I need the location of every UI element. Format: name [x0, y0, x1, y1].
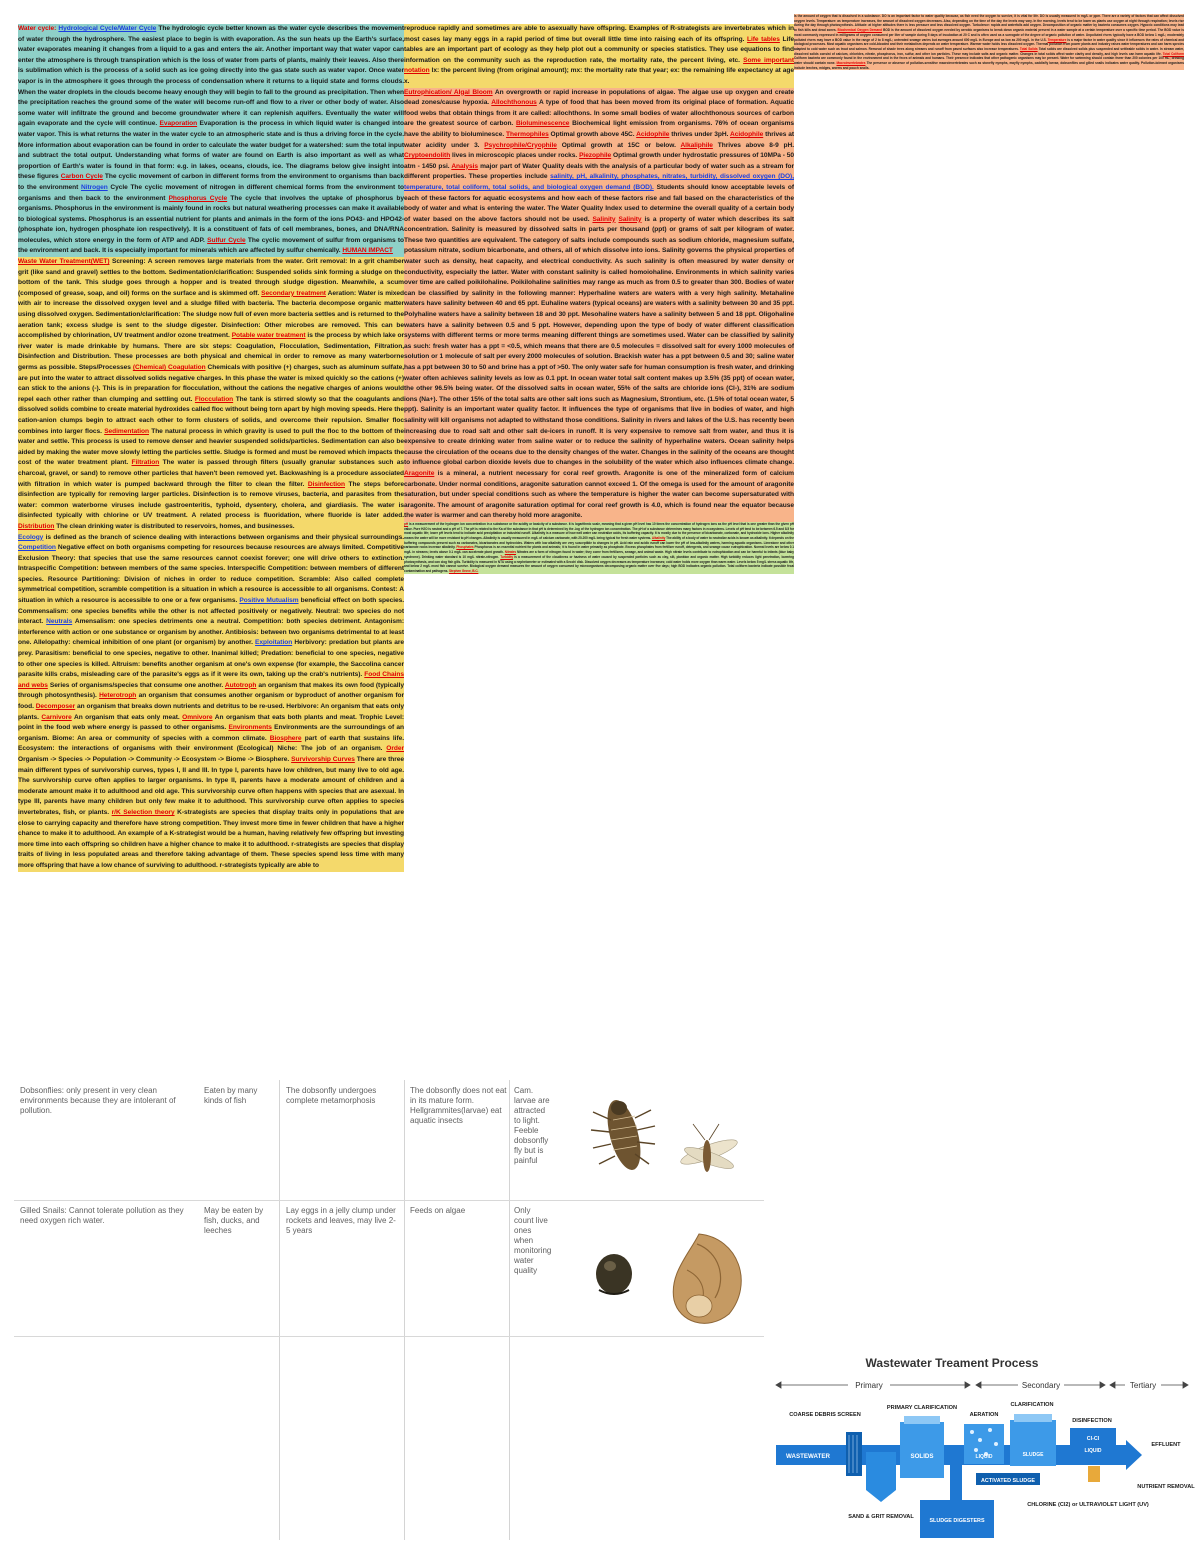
term-link[interactable]: Competition [18, 544, 56, 552]
body-text: An overgrowth or rapid increase in populations of algae. The algae use up oxygen and create dead zones/cause hypoxia. [404, 88, 794, 107]
chlorine-unit [1088, 1466, 1100, 1482]
term-link[interactable]: Some important notation [404, 56, 794, 75]
term-link[interactable]: Life tables [747, 35, 780, 43]
body-text: There are three main different types of survivorship curves, types I, II and III. In type I, parents have low children, but many live to old age. The survivorship curve often applies to larger organisms. In type II, parents have a moderate amount of children and a moderate amount make it to adulthood and old age. This survivorship curve often happens with species that are asexual. In type III, parents have many children but only few make it to adulthood. This survivorship curve often applies to species invertebrates, fish, or plants. [18, 755, 404, 816]
body-text: Chemicals with positive (+) charges, such as aluminum sulfate, are put into the water to attract dissolved solids negative charges. In this phase the water is mixed quickly so the cations (+) can stick to the anions (-). This is in preparation for flocculation, without the cations the negative charges of anions would repel each other rather than clumping and settling out. [18, 364, 404, 403]
body-text: An organism that eats only meat. [71, 713, 183, 721]
label-effluent: EFFLUENT [1151, 1442, 1181, 1448]
snail-shell-image [673, 1234, 741, 1323]
term-link[interactable]: Stephen Grove, B.C. [448, 568, 479, 573]
label-chlorine: CHLORINE (Cl2) or ULTRAVIOLET LIGHT (UV) [1027, 1502, 1149, 1508]
body-text: thrives at water acidity under 3. [404, 130, 794, 149]
body-text: is a measurement of the cloudiness or haziness of water caused by suspended particles such as clay, silt, plankton and organic matter. High turbidity reduces light penetration, lowering photosynthesis, and can clog fish gills. Turbidity is measured in NTU using a nephelometer or estimated with a Secchi disk. Dissolved oxygen decreases as temperature increases; cold water holds more oxygen than warm water. Levels below 5 mg/L stress aquatic life, and below 2 mg/L most fish cannot survive. Biological oxygen demand measures the amount of oxygen consumed by microorganisms decomposing organic matter over five days; high BOD indicates organic pollution. Total coliform bacteria indicate possible fecal contamination and pathogens. [404, 554, 794, 573]
term-link[interactable]: Potable water treatment [231, 332, 306, 340]
term-link[interactable]: Carbon Cycle [60, 173, 103, 181]
term-link[interactable]: HUMAN IMPACT [342, 247, 393, 255]
term-link[interactable]: Phosphorus Cycle [168, 194, 228, 202]
body-text: is a mineral, a nutrient necessary for coral reef growth. Aragonite is one of the mineralized form of calcium carbonate. Under normal conditions, aragonite saturation cannot exceed 1. Of the omega is used for the amount of aragonite saturation, but under special conditions such as where the temperature is higher the water can become supersaturated with aragonite. The amount of aragonite saturation optimal for coral reef growth is 4.0, which is found near the equator because the water is warmer and can thereby hold more aragonite. [404, 469, 794, 520]
middle-column-block [404, 24, 794, 88]
term-link[interactable]: Decomposer [35, 703, 76, 710]
gilled-snail-image [596, 1254, 632, 1294]
middle-text-column [404, 24, 794, 1072]
table-row [14, 1200, 764, 1337]
body-text: The steps before disinfection are typically for removing larger particles. Disinfection is to remove viruses, bacteria, and parasites from the water: common waterborne viruses include gastroenteritis, typhoid, dysentery, cholera, and giardiasis. The water is disinfected typically with chlorine or UV treatment. A related process is fluoridation, where fluoride is later added. [18, 480, 404, 520]
term-link[interactable]: Exploitation [255, 639, 293, 647]
term-link[interactable]: Hydrological Cycle/Water Cycle [58, 25, 157, 32]
term-link[interactable]: Waste Water Treatment(WET) [18, 258, 110, 266]
dobsonfly-larva-image [591, 1097, 655, 1174]
organism-cell: Gilled Snails: Cannot tolerate pollution as they need oxygen rich water. [20, 1206, 184, 1225]
term-link[interactable]: Filtration [131, 459, 160, 467]
label-digesters: SLUDGE DIGESTERS [929, 1518, 985, 1524]
body-text: Optimal growth at 15C or below. [556, 141, 681, 149]
body-text: Herbivory: predation but plants are prey. Parasitism: beneficial to one species, negative to other. Inanimal killed; Predation: beneficial to one species, negative to other one species is killed. Altruism: benefits another organism at one's own expense (for example, the Saccolina cancer parasite kills crabs, misleading care of the parasite's eggs as if it were its own, taking up the crab's nutrients). [18, 639, 404, 679]
diagram-title: Wastewater Treament Process [865, 1356, 1039, 1370]
term-link[interactable]: Nitrogen [80, 183, 108, 191]
right-text-column [794, 14, 1184, 628]
term-link[interactable]: Positive Mutualism [239, 597, 299, 605]
term-link[interactable]: Turbidity [500, 554, 514, 559]
term-link[interactable]: Analysis [451, 162, 479, 170]
body-text: Total solids are dissolved solids plus suspended and settleable solids in water. In stream water, dissolved solids consist of calcium, chlorides, nitrate, phosphorus, iron, sulfur, and other ion particles. These may include salts and organic matter. Changes in total solids affect water clarity and density, and high levels can harm aquatic life. [794, 46, 1184, 56]
predators-cell: May be eaten by fish, ducks, and leeches [204, 1206, 264, 1235]
term-link[interactable]: Omnivore [182, 713, 213, 721]
left-column-block [18, 257, 404, 532]
term-link[interactable]: Flocculation [194, 395, 234, 403]
organism-cell: Dobsonflies: only present in very clean environments because they are intolerant of pollution. [20, 1086, 176, 1115]
term-link[interactable]: Carnivore [41, 713, 72, 721]
middle-column-block [404, 88, 794, 522]
term-link[interactable]: Acidophile [730, 130, 764, 138]
body-text: Life tables are an important part of ecology as they help plot out a community or species statistics. They use equations to find information on the community such as the reproduction rate, the mortality rate, the percent living, etc. [404, 35, 794, 64]
body-text: Phosphorus is an essential nutrient for plants and animals; it is found in water primarily as phosphate. Excess phosphates from fertilizer runoff, detergents, and sewage cause eutrophication. Normal levels are below 0.1 mg/L in streams; levels above 0.1 mg/L can accelerate plant growth. [404, 545, 794, 555]
term-link[interactable]: Salinity [592, 215, 616, 223]
snail-photos [579, 1214, 759, 1332]
body-text: K-strategists are species that display traits only in populations that are close to carrying capacity and therefore have strong competition. They invest more time in fewer children that have a higher chance to make it to adulthood. An example of a K-strategist would be a human, having relatively few offspring but investing more time into each offspring so children have a higher chance to make it to adulthood. r-strategists are species that display traits of living in less populated areas and therefore taking advantage of them. These species spend less time with many more offspring that have a low chance of surviving to adulthood. r-strategists typically are able to [18, 808, 404, 869]
macroinvertebrate-table [14, 1080, 764, 1540]
body-text: Students should know acceptable levels of each of these factors for aquatic ecosystems and how each of these factors rise and fall based on the characteristics of the body of water and what is entering the water. The Water Quality Index used to determine the overall quality of a certain body of water based on the above factors should not be used. [404, 183, 794, 223]
notes-cell: Feeds on algae [410, 1206, 466, 1215]
body-text: is defined as the branch of science dealing with interactions between organisms and their physical surroundings. [43, 533, 404, 541]
term-link[interactable]: Autotroph [224, 681, 257, 689]
body-text: an organism that makes its own food (typically through photosynthesis). [18, 681, 404, 700]
label-wastewater: WASTEWATER [786, 1453, 830, 1460]
term-link[interactable]: Eutrophication/ Algal Bloom [404, 88, 493, 96]
body-text: The hydrologic cycle better known as the water cycle describes the movement of water through the hydrosphere. The easiest place to begin is with evaporation. As the sun heats up the Earth's surface, water evaporates meaning it changes from a liquid to a gas and enters the air. Another important way that water vapor can enter the atmosphere is through transpiration which is the loss of water from parts of plants, mainly their leaves. Also there is sublimation which is the process of a solid such as ice going directly into the gas state such as water vapor. Once water vapor is in the atmosphere it goes through the process of condensation where it returns to a liquid state and forms clouds. When the water droplets in the clouds become heavy enough they will begin to fall to the ground as precipitation. Then when the precipitation reaches the ground some of the water will become run-off and flow to a river or other body of water. Also some water will infiltrate the ground and become groundwater where it can replenish aquifers. Eventually the water will again evaporate and the cycle will continue. [18, 25, 404, 128]
term-link[interactable]: r/K Selection theory [111, 808, 175, 816]
dobsonfly-photos [579, 1090, 759, 1210]
coarse-screen [846, 1432, 862, 1476]
middle-column-block [404, 522, 794, 574]
body-text: BOD is the amount of dissolved oxygen needed by aerobic organisms to break down organic material present in a water sample at a certain temperature over a specific time period. The BOD value is most commonly expressed in milligrams of oxygen consumed per liter of sample during 5 days of incubation at 20 C and is often used as a surrogate of the degree of organic pollution of water. Unpolluted rivers typically have a BOD below 1 mg/L; moderately polluted rivers may have a BOD value in the range of 2 to 8 mg/L; untreated sewage varies but averages around 600 mg/L in Europe and as low as 200 mg/L in the U.S. [794, 28, 1184, 42]
term-link[interactable]: Biochemical Oxygen Demand [837, 28, 883, 33]
term-link[interactable]: Salinity [618, 215, 642, 223]
grit-chamber [866, 1452, 896, 1490]
left-column-block [18, 24, 404, 257]
wastewater-diagram [770, 1340, 1200, 1553]
secondary-clarifier [1010, 1420, 1056, 1466]
term-link[interactable]: (Chemical) Coagulation [132, 364, 206, 371]
body-text: thrives under 3pH. [669, 130, 731, 138]
body-text: is a major factor in water quality since it influences the rates of chemical and biological processes. Most aquatic organisms are cold-blooded and their metabolism depends on water temperature. Warmer water holds less dissolved oxygen. Thermal pollution from power plants and industry raises water temperatures and can harm species adapted to cold water such as trout and salmon. Removal of shade trees along streams and runoff from paved surfaces also increase temperatures. [794, 37, 1184, 51]
label-clcl: Cl-Cl [1086, 1436, 1100, 1442]
body-text: Thrives above 8-9 pH. [712, 141, 794, 149]
body-text: The cyclic movement of sulfur from organisms to the environment and back. It is especially important for minerals which are affected by sulfur chemically. [18, 236, 404, 255]
term-link[interactable]: Alkalinity [651, 536, 666, 541]
term-link[interactable]: Temperature [1047, 37, 1067, 42]
body-text: lx: the percent living (from original amount); mx: the mortality rate that year; ex: the remaining life expectancy at age x. [404, 67, 794, 85]
behavior-cell: Cam. larvae are attracted to light. Feeble dobsonfly fly but is painful [514, 1086, 550, 1165]
term-link[interactable]: Thermophiles [506, 130, 549, 138]
body-text: The ability of a body of water to neutralize acids is known as alkalinity. It depends on the buffering compounds present such as carbonates, bicarbonates and hydroxides. Waters with low alkalinity are very susceptible to changes in pH. Acid rain and acidic runoff can lower the pH of low-alkalinity waters, harming aquatic organisms. Limestone and other carbonate rocks increase alkalinity. [404, 536, 794, 550]
body-text: Optimal growth under hydrostatic pressures of 10MPa - 50 atm - 1450 psi. [404, 152, 794, 170]
term-link[interactable]: salinity, pH, alkalinity, phosphates, nitrates, turbidity, dissolved oxygen (DO), temperature, total coliform, total solids, and biological oxygen demand (BOD). [404, 173, 794, 191]
term-link[interactable]: Environments [228, 724, 272, 732]
term-link[interactable]: Aragonite [404, 469, 435, 477]
body-text: Aeration: Water is mixed with air to increase the dissolved oxygen level and a sludge filled with bacteria. The bacteria decompose organic matter using dissolved oxygen. Sedimentation/clarification: The sludge now full of even more bacteria settles and is returned to the aeration tank; excess sludge is sent to the sludge digester. Disinfection: Other microbes are removed. This can be accomplished by chlorination, UV treatment and/or ozone treatment. [18, 289, 404, 340]
table-row [14, 1080, 764, 1201]
body-text: Cycle The cyclic movement of nitrogen in different chemical forms from the environment to organisms and then back to the environment [18, 183, 404, 202]
body-text: Nitrates are a form of nitrogen found in water; they come from fertilizers, sewage, and animal waste. High nitrate levels contribute to eutrophication and can be harmful to infants (blue baby syndrome). Drinking water standard is 10 mg/L nitrate-nitrogen. [404, 550, 794, 559]
body-text: Coliform bacteria are commonly found in the environment and in the feces of animals and humans. Their presence indicates that other pathogenic organisms may be present. Water for swimming should contain fewer than 200 colonies per 100 mL; drinking water should contain none. [794, 56, 1184, 66]
primary-clarifier [900, 1422, 944, 1478]
body-text: The natural process in which gravity is used to pull the floc to the bottom of the water and settle. This process is used to remove denser and heavier suspended solids/particles. Sedimentation can also be aided by making the water move slowly letting the particles settle. Sludge is formed and must be removed which impacts the cost of the water treatment plant. [18, 427, 404, 467]
label-sand: SAND & GRIT REMOVAL [848, 1514, 914, 1520]
body-text: is a measurement of the hydrogen ion concentration in a substance or the acidity or basicity of a substance. It is logarithmic scale, meaning that a given pH level has 10 times the concentration of hydrogen ions as the pH level that is one greater than the given pH value. Pure H2O is neutral and a pH of 7. The pH is related to the Ka of the substance in that pH is determined by the -log of the hydrogen ion concentration. The pH of a substance determines many factors in ecosystems. Levels of pH tend to be between 6.5 and 8.5 for most aquatic life; lower pH levels tend to indicate acid precipitation or industrial runoff. Alkalinity is a measure of how well water can neutralize acids, its buffering capacity. It is mostly due to the presence of bicarbonate, carbonate, and hydroxide ions. Higher alkalinity means the water will be more resistant to pH changes. Alkalinity is usually measured in mg/L of calcium carbonate, with 20-200 mg/L being typical for fresh water systems. [404, 521, 794, 541]
label-nutrient: NUTRIENT REMOVAL [1137, 1484, 1195, 1490]
lifecycle-cell: The dobsonfly undergoes complete metamorphosis [286, 1086, 377, 1105]
body-text: Environments are the surroundings of an organism. Biome: An area or community of species with a common climate. [18, 724, 404, 742]
term-link[interactable]: Heterotroph [99, 692, 137, 700]
term-link[interactable]: pH [404, 521, 409, 526]
body-text: Biochemical light emission from organisms. 76% of ocean organisms have the ability to bioluminesce. [404, 120, 794, 138]
label-clarification: CLARIFICATION [1010, 1402, 1054, 1408]
term-link[interactable]: Survivorship Curves [291, 755, 355, 763]
body-text: The cyclic movement of carbon in different forms from the environment to organisms than back to the environment [18, 173, 404, 191]
term-link[interactable]: Alkaliphile [680, 141, 713, 149]
body-text: Organism -> Species -> Population -> Community -> Ecosystem -> Biome -> Biosphere. [18, 755, 292, 763]
body-text: Series of organisms/species that consume one another. [47, 681, 225, 689]
stage-primary: Primary [855, 1381, 883, 1390]
term-link[interactable]: Biosphere [269, 734, 302, 742]
term-link[interactable]: Nitrates [504, 550, 517, 555]
label-liquid-1: LIQUID [975, 1454, 993, 1460]
body-text: lives in microscopic places under rocks. [450, 152, 580, 160]
lifecycle-cell: Lay eggs in a jelly clump under rockets and leaves, may live 2-5 years [286, 1206, 396, 1235]
body-text: A type of food that has been moved from its original place of formation. Aquatic food webs that obtain things from it are called: allochthons. In some small bodies of water allochthonous sources of carbon are the greatest source of carbon. [404, 99, 794, 128]
label-activated: ACTIVATED SLUDGE [980, 1478, 1036, 1484]
body-text: Evaporation is the process in which liquid water is changed into water vapor. This is what returns the water in the water cycle to an atmospheric state and is thus a driving force in the cycle. More information about evaporation can be found in order to calculate the water budget for a watershed: sum the total input and subtract the total output. Understanding what forms of water are found on Earth is also important as well as what proportion of Earth's water is found in that form: e.g. in lakes, oceans, clouds, ice. The diagrams below give insight into these figures [18, 120, 404, 181]
term-link[interactable]: Distribution [18, 522, 55, 530]
term-link[interactable]: Neutrals [46, 618, 73, 626]
body-text: is a property of water which describes its salt concentration. Salinity is measured by dissolved salts in parts per thousand (ppt) or grams of salt per kilogram of water. These two quantities are equivalent. The category of salts include compounds such as sodium chloride, magnesium sulfate, potassium nitrate, sodium bicarbonate, and others, all of which dissolve into ions. Salinity governs the physical properties of water such as density, heat capacity, and electrical conductivity. As such salinity is often measured by water density or conductivity, especially the latter. Water with constant salinity is called homoiohaline. Environments in which salinity varies over time are called poikilohaline. Poikilohaline salinities may range as much as from 0.5 to greater than 300. Bodies of water can be classified by salinity in the following manner: Hyperhaline waters are waters with a very high salinity. Metahaline waters have salinity between 40 and 65 ppt. Euhaline waters (typical oceans) are waters with a salinity between 30 and 35 ppt. Polyhaline waters have a salinity between 18 and 30 ppt. Mesohaline waters have a salinity between 5 and 18 ppt. Oligohaline waters have a salinity between 0.5 and 5 ppt. However, depending upon the type of body of water different classification systems with different terms or more terms meaning different things are sometimes used. Water can be classified by salinity as such: fresh water has a ppt = <0.5, which means that there are 0.5 molecules = dissolved salt for every 1000 molecules of solution or 1 molecule of salt per every 2000 molecules of solution. Brackish water has a ppt between 0.5 and 30; saline water has a ppt between 30 to 50 and brine has a ppt of >50. The only water safe for human consumption is fresh water, and drinking water often achieves salinity levels as low as 0.1 ppt. In ocean water total salt content makes up 3.5% (35 ppt) of ocean water, the other 96.5% being water. Of the dissolved salts in ocean water, 55% of the salts are chloride ions (Cl-), 31% are sodium ions (Na+). The other 15% of the total salts are other salt ions such as Magnesium, Strontium, etc. (1.5% of total ocean water, 5 ppt). Salinity is an important water quality factor. It influences the type of organisms that live in bodies of water, and high salinity will kill organisms not adapted to withstand those conditions. Salinity in rivers and lakes of the U.S. has recently been increasing due to road salt and other salt de-icers in runoff. It is very expensive to remove salt from water, and thus it is expensive to create drinking water from saline water or to reduce the salinity of hyperhaline waters. Ocean salinity helps cause the circulation of the oceans due to the density changes of the water. Changes in the salinity of the oceans are thought to influence global carbon dioxide levels due to changes in the solubility of the water which also influences climate change. [404, 215, 794, 467]
body-text: The cycle that involves the uptake of phosphorus by organisms. Phosphorus in the environment is mainly found in rocks but natural weathering processes can make it available to biological systems. Phosphorus is an essential nutrient for plants and animals in the form of the ions PO43- and HPO42- (phosphate ion, hydrogen phosphate ion respectively). It is a constituent of fats of cell membranes, bones, and DNA/RNA molecules, which store energy in the form of ATP and ADP. [18, 194, 404, 244]
body-text: an organism that consumes another organism or byproduct of another organism for food. [18, 692, 404, 710]
body-text: part of earth that sustains life. Ecosystem: the interactions of organisms with their environment (Ecological) Niche: The job of an organism. [18, 734, 404, 753]
label-disinfection: DISINFECTION [1072, 1418, 1112, 1424]
term-link[interactable]: Sedimentation [104, 427, 149, 435]
stage-secondary: Secondary [1021, 1381, 1061, 1390]
term-link[interactable]: Total Coliform [1162, 51, 1184, 56]
body-text: The presence or absence of pollution-sensitive macroinvertebrates such as stonefly nymphs, mayfly nymphs, caddisfly larvae, dobsonflies and gilled snails indicates water quality. Pollution-tolerant organisms include leeches, midges, worms and pouch snails. [794, 61, 1184, 70]
term-link[interactable]: Cryptoendolith [404, 152, 451, 160]
term-link[interactable]: Ecology [18, 533, 44, 541]
wastewater-svg [770, 1340, 1200, 1553]
body-text: Negative effect on both organisms competing for resources because resources are always limited. Competitive Exclusion Theory: that species that use the same resources cannot coexist forever; one will drive others to extinction. Intraspecific Competition: between members of the same species. Interspecific Competition: between members of different species. Resource Partitioning: Division of niches in order to reduce competition. Scramble: Also called complete symmetrical competition, scramble competition is a situation in which a resource is accessible to all organisms. Contest: A situation in which a resource is accessible to one or a few organisms. [18, 544, 404, 605]
body-text: an organism that breaks down nutrients and detritus to be re-used. Herbivore: An organism that eats only plants. [18, 703, 404, 721]
label-liquid-2: LIQUID [1084, 1448, 1102, 1454]
term-link[interactable]: Sulfur Cycle [207, 236, 246, 244]
term-link[interactable]: Secondary treatment [261, 289, 326, 297]
body-text: The clean drinking water is distributed to reservoirs, homes, and businesses. [54, 522, 295, 530]
body-text: Is the amount of oxygen that is dissolved in a substance. DO is an important factor to water quality because, as fish need the oxygen to survive, it is vital for life. DO is usually measured in mg/L or ppm. There are a variety of factors that can affect dissolved oxygen levels. Temperature: as temperature increases, the amount of dissolved oxygen decreases. Also, depending on the time of the day the levels may vary. In the morning, levels tend to be lower as plants use oxygen at night through respiration; levels rise during the day through photosynthesis. Altitude: at higher altitudes there is less pressure and less dissolved oxygen. Turbulence: rapids and waterfalls add oxygen. Decomposition of organic matter by bacteria consumes oxygen. Hypoxic conditions may lead to fish kills and dead zones. [794, 14, 1184, 33]
behavior-cell: Only count live ones when monitoring water quality [514, 1206, 552, 1275]
term-link[interactable]: Piezophile [579, 152, 612, 160]
body-text: Amensalism: one species detriments one a neutral. Competition: both species detriment. Antagonism: interference with action or one substance or organism by another. Antibiosis: between two organisms detrimental to at least one. Allelopathy: chemical inhibition of one plant (or organism) by another. [18, 618, 404, 647]
adult-dobsonfly-image [678, 1124, 739, 1173]
term-link[interactable]: Psychrophile/Cryophile [484, 141, 557, 149]
left-column-block [18, 533, 404, 872]
term-link[interactable]: Total Solids [1019, 46, 1038, 51]
term-link[interactable]: Evaporation [159, 120, 198, 128]
label-sludge: SLUDGE [1022, 1452, 1044, 1458]
term-link[interactable]: Phosphates [456, 545, 474, 550]
left-text-column [18, 24, 404, 1072]
label-primary-clar: PRIMARY CLARIFICATION [886, 1405, 958, 1411]
body-text: The tank is stirred slowly so that the coagulants and dissolved solids combine to create material hydroxides called floc without being torn apart by high moving speeds. Here the cation-anion clumps begin to attract each other to form clusters of solids, and overcome their repulsion. Smaller floc combines into larger flocs. [18, 395, 404, 435]
term-link[interactable]: Acidophile [636, 130, 670, 138]
body-text: beneficial effect on both species. Commensalism: one species benefits while the other is not affected positively or negatively. Neutral: two species do not interact. [18, 597, 404, 626]
term-link[interactable]: Macroinvertebrates [836, 61, 866, 66]
right-column-block [794, 14, 1184, 70]
term-link[interactable]: Order [386, 745, 404, 753]
label-aeration: AERATION [969, 1412, 999, 1418]
body-text: major part of Water Quality deals with the analysis of a particular body of water such as a stream for different properties. These properties include [404, 162, 794, 181]
body-text: An organism that eats both plants and meat. Trophic Level: point in the food web where energy is passed to other organisms. [18, 713, 404, 732]
term-link[interactable]: Bioluminescence [515, 120, 570, 128]
predators-cell: Eaten by many kinds of fish [204, 1086, 258, 1105]
body-text: The water is passed through filters (usually granular substances such as charcoal, gravel, or sand) to remove other particles that haven't been removed yet. Backwashing is a procedure associated with filtration in which water is pumped backward through the filter to clean the filter. [18, 459, 404, 488]
section-title: Water cycle: [18, 25, 59, 32]
notes-cell: The dobsonfly does not eat in its mature form. Hellgrammites(larvae) eat aquatic insects [410, 1086, 507, 1125]
body-text: is the process by which lake or river water is made drinkable by humans. There are six steps: Coagulation, Flocculation, Sedimentation, Filtration, Disinfection and Distribution. These processes are both physical and chemical in order to remove as many waterborne germs as possible. Steps/Processes [18, 332, 404, 371]
body-text: Screening: A screen removes large materials from the water. Grit removal: In a grit chamber grit (like sand and gravel) settles to the bottom. Sedimentation/clarification: Suspended solids sink forming a sludge on the bottom of the tank. This sludge goes through a hopper and is treated through sludge digestion. Meanwhile, a scum (composed of grease, soap, and oil) forms on the surface and is skimmed off. [18, 258, 404, 297]
term-link[interactable]: Allochthonous [491, 99, 537, 107]
label-solids: SOLIDS [910, 1453, 934, 1460]
term-link[interactable]: Disinfection [307, 480, 345, 488]
body-text: reproduce rapidly and sometimes are able to asexually have offspring. Examples of R-strategists are invertebrates which in most cases lay many eggs in a rapid period of time but overall little time into raising each of its offspring. [404, 25, 794, 43]
term-link[interactable]: Food Chains and webs [18, 671, 404, 689]
label-coarse: COARSE DEBRIS SCREEN [789, 1412, 861, 1418]
body-text: Optimal growth above 45C. [548, 130, 637, 138]
stage-tertiary: Tertiary [1129, 1381, 1157, 1390]
